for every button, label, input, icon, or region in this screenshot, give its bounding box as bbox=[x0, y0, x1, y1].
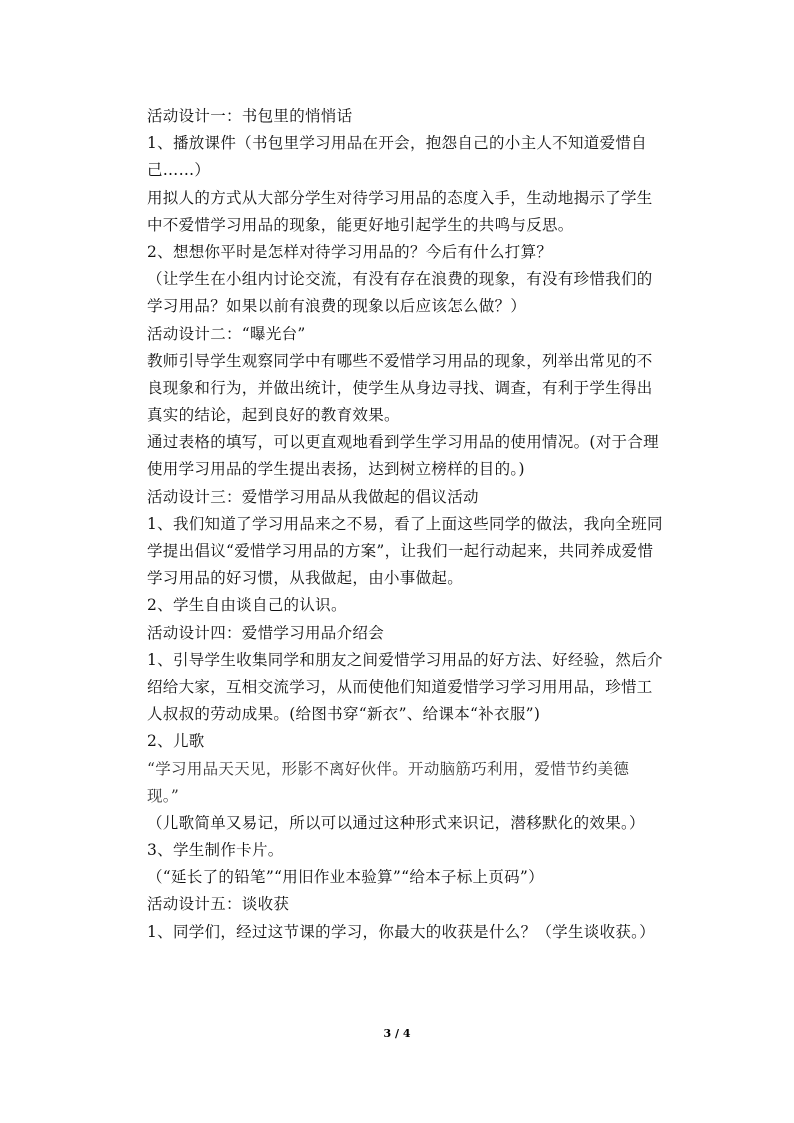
nursery-rhyme-line: “学习用品天天见，形影不离好伙伴。开动脑筋巧利用，爱惜节约美德 bbox=[147, 759, 630, 778]
heading-activity-5: 活动设计五：谈收获 bbox=[147, 895, 290, 914]
heading-activity-1: 活动设计一：书包里的悄悄话 bbox=[147, 107, 353, 125]
text-line: 真实的结论，起到良好的教育效果。 bbox=[147, 406, 400, 425]
text-line: （“延长了的铅笔”“用旧作业本验算”“给本子标上页码”） bbox=[147, 868, 544, 887]
text-line: 学习用品的好习惯，从我做起，由小事做起。 bbox=[147, 569, 464, 588]
text-line: 中不爱惜学习用品的现象，能更好地引起学生的共鸣与反思。 bbox=[147, 215, 574, 234]
heading-activity-4: 活动设计四：爱惜学习用品介绍会 bbox=[147, 623, 385, 642]
page-number: 3 / 4 bbox=[383, 1027, 411, 1040]
text-line: 1、我们知道了学习用品来之不易，看了上面这些同学的做法，我向全班同 bbox=[147, 514, 663, 533]
text-line: 2、想想你平时是怎样对待学习用品的？今后有什么打算？ bbox=[147, 242, 553, 261]
text-line: 1、同学们，经过这节课的学习，你最大的收获是什么？（学生谈收获。） bbox=[147, 922, 656, 941]
text-line: 教师引导学生观察同学中有哪些不爱惜学习用品的现象，列举出常见的不 bbox=[147, 351, 653, 370]
text-line: 1、引导学生收集同学和朋友之间爱惜学习用品的好方法、好经验，然后介 bbox=[147, 650, 663, 669]
nursery-rhyme-line: 现。” bbox=[147, 786, 180, 805]
text-line: 通过表格的填写，可以更直观地看到学生学习用品的使用情况。(对于合理 bbox=[147, 433, 659, 452]
text-line: 2、学生自由谈自己的认识。 bbox=[147, 596, 347, 615]
text-line: 1、播放课件（书包里学习用品在开会，抱怨自己的小主人不知道爱惜自 bbox=[147, 134, 647, 153]
heading-activity-2: 活动设计二：“曝光台” bbox=[147, 324, 306, 343]
text-line: （儿歌简单又易记，所以可以通过这种形式来识记，潜移默化的效果。） bbox=[147, 813, 645, 832]
text-line: 绍给大家，互相交流学习，从而使他们知道爱惜学习学习用用品，珍惜工 bbox=[147, 677, 653, 696]
text-line: 学提出倡议“爱惜学习用品的方案”，让我们一起行动起来，共同养成爱惜 bbox=[147, 542, 654, 560]
text-line: （让学生在小组内讨论交流，有没有存在浪费的现象，有没有珍惜我们的 bbox=[147, 270, 653, 289]
text-line: 2、儿歌 bbox=[147, 732, 205, 751]
text-line: 使用学习用品的学生提出表扬，达到树立榜样的目的。) bbox=[147, 460, 525, 479]
text-line: 3、学生制作卡片。 bbox=[147, 841, 284, 860]
text-line: 己……） bbox=[147, 161, 211, 180]
heading-activity-3: 活动设计三：爱惜学习用品从我做起的倡议活动 bbox=[147, 487, 479, 506]
document-body bbox=[147, 103, 667, 946]
text-line: 人叔叔的劳动成果。(给图书穿“新衣”、给课本“补衣服”) bbox=[147, 705, 541, 724]
text-line: 学习用品？如果以前有浪费的现象以后应该怎么做？） bbox=[147, 297, 527, 316]
text-line: 用拟人的方式从大部分学生对待学习用品的态度入手，生动地揭示了学生 bbox=[147, 188, 653, 207]
text-line: 良现象和行为，并做出统计，使学生从身边寻找、调查，有利于学生得出 bbox=[147, 378, 653, 397]
